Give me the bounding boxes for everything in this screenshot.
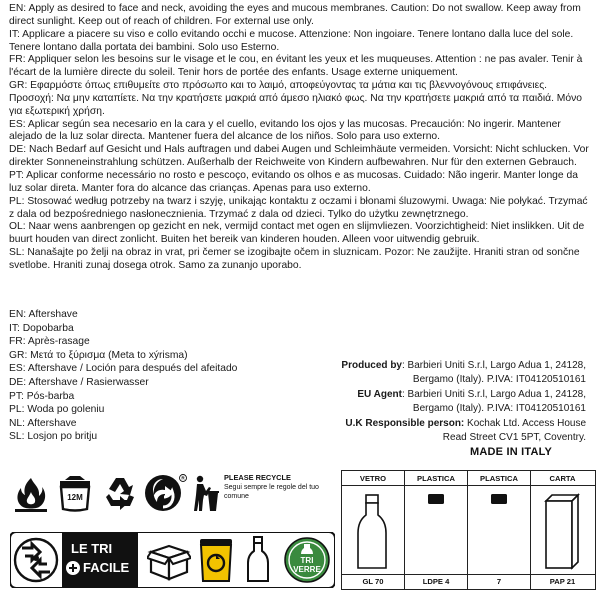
cap-icon — [427, 493, 445, 505]
produced-by-line — [316, 359, 586, 373]
eu-agent-line — [316, 388, 586, 402]
plus-circle-icon — [65, 560, 81, 576]
usage-it: IT: Applicare a piacere su viso e collo evitando occhi e mucose. Attenzione: Non ingoiare. Tenere lontano dalla luce del sole. Tenere lontano dalla portata dei bambini. Solo uso Esterno. — [9, 28, 574, 53]
name-nl: NL: Aftershave — [9, 417, 77, 429]
material-column-carta — [531, 471, 594, 589]
please-recycle-title: PLEASE RECYCLE — [224, 473, 291, 482]
material-column-plastica-7 — [468, 471, 531, 589]
uk-responsible-company: Kochak Ltd. Access House — [464, 417, 586, 429]
facile-text: FACILE — [83, 560, 130, 575]
usage-es: ES: Aplicar según sea necesario en la cara y el cuello, evitando los ojos y las mucosas. Precaución: No ingerir. Mantener alejado de la luz solar directa. Mantener fuera del alcance de los niños. Solo para uso externo. — [9, 118, 561, 143]
green-dot-icon — [143, 473, 187, 513]
carton-box-icon — [542, 493, 582, 571]
recycle-icon — [100, 473, 140, 513]
usage-de: DE: Nach Bedarf auf Gesicht und Hals auftragen und dabei Augen und Schleimhäute vermeiden. Vorsicht: Nicht schlucken. Vor direkter Sonneneinstrahlung schützen. Außerhalb der Reichweite von Kindern aufbewahren. Nur für den externen Gebrauch. — [9, 144, 589, 169]
usage-pl: PL: Stosować według potrzeby na twarz i szyję, unikając kontaktu z oczami i błonami śluzowymi. Uwaga: Nie połykać. Trzymać z dala od bezpośredniego nasłonecznienia. Trzymać z dala od dzieci. Tylko do użytku zewnętrznego. — [9, 195, 588, 220]
eu-agent-vat: Bergamo (Italy). P.IVA: IT04120510161 — [412, 403, 586, 415]
verre-text: VERRE — [293, 565, 321, 574]
materials-table — [341, 470, 596, 590]
usage-pt: PT: Aplicar conforme necessário no rosto e pescoço, evitando os olhos e as mucosas. Cuidado: Não ingerir. Manter longe da luz solar direta. Manter fora do alcance das crianças. Apenas para uso externo. — [9, 169, 578, 194]
svg-text:R: R — [181, 475, 185, 481]
le-tri-text: LE TRI — [71, 541, 113, 556]
glass-bottle-icon — [246, 535, 270, 585]
name-es: ES: Aftershave / Loción para después del afeitado — [9, 363, 238, 375]
usage-instructions — [9, 3, 593, 273]
material-code: PAP 21 — [549, 577, 576, 586]
eu-agent-address: : Barbieri Uniti S.r.l, Largo Adua 1, 24128, — [402, 388, 586, 400]
name-it: IT: Dopobarba — [9, 322, 74, 334]
tidyman-icon — [192, 473, 220, 513]
uk-responsible-label: U.K Responsible person: — [345, 417, 465, 429]
produced-by-vat: Bergamo (Italy). P.IVA: IT04120510161 — [412, 374, 586, 386]
produced-by-label: Produced by — [341, 360, 402, 371]
product-names — [9, 308, 339, 444]
pao-label: 12M — [67, 493, 83, 502]
material-column-vetro — [342, 471, 405, 589]
eu-agent-label: EU Agent — [357, 388, 402, 400]
please-recycle-subtitle: Segui sempre le regole del tuo comune — [224, 484, 319, 500]
material-code: GL 70 — [362, 577, 384, 586]
usage-en: EN: Apply as desired to face and neck, avoiding the eyes and mucous membranes. Caution: Do not swallow. Keep away from direct sunlight. Keep out of reach of children. For external use only. — [9, 3, 581, 27]
material-code: 7 — [496, 577, 502, 586]
usage-gr: GR: Εφαρμόστε όπως επιθυμείτε στο πρόσωπο και το λαιμό, αποφεύγοντας τα μάτια και τις βλεννογόνους επιφάνειες. Προσοχή: Να μην καταπίετε. Να την κρατήσετε μακριά από άμεσο ηλιακό φως. Να την κρατήσετε μακριά από τα παιδιά. Μόνο για εξωτερική χρήση. — [9, 80, 582, 117]
name-pt: PT: Pós-barba — [9, 390, 75, 402]
material-header: CARTA — [549, 474, 576, 483]
producer-info — [316, 359, 586, 445]
material-code: LDPE 4 — [422, 577, 450, 586]
made-in-italy: MADE IN ITALY — [470, 446, 553, 458]
material-header: PLASTICA — [417, 474, 455, 483]
usage-ol: OL: Naar wens aanbrengen op gezicht en nek, vermijd contact met ogen en slijmvliezen. Voorzichtigheid: Niet inslikken. Uit de buurt houden van direct zonlicht. Buiten het bereik van kinderen houden. Alleen voor uitwendig gebruik. — [9, 221, 585, 246]
name-en: EN: Aftershave — [9, 309, 78, 320]
cardboard-box-icon — [147, 538, 191, 582]
glass-bottle-outline-icon — [355, 493, 389, 571]
material-header: VETRO — [359, 474, 387, 483]
triman-icon — [15, 539, 57, 581]
material-header: PLASTICA — [480, 474, 518, 483]
name-gr: GR: Μετά το ξύρισμα (Meta to xýrisma) — [9, 349, 188, 361]
tri-verre-text — [287, 556, 327, 574]
name-de: DE: Aftershave / Rasierwasser — [9, 376, 149, 388]
pump-cap-icon — [490, 493, 508, 505]
name-fr: FR: Après-rasage — [9, 336, 90, 348]
usage-sl: SL: Nanašajte po želji na obraz in vrat, pri čemer se izogibajte očem in sluznicam. Pozor: Ne zaužijte. Hraniti stran od sončne svetlobe. Hraniti zunaj dosega otrok. Samo za zunanjo uporabo. — [9, 247, 580, 271]
name-pl: PL: Woda po goleniu — [9, 404, 105, 416]
usage-fr: FR: Appliquer selon les besoins sur le visage et le cou, en évitant les yeux et les muqueuses. Attention : ne pas avaler. Tenir à l'écart de la lumière directe du soleil. Tenir hors de portée des enfants. Usage externe uniquement. — [9, 54, 583, 79]
produced-by-address: : Barbieri Uniti S.r.l, Largo Adua 1, 24128, — [402, 360, 586, 371]
uk-responsible-address: Read Street CV1 5PT, Coventry. — [442, 432, 586, 444]
material-column-plastica-ldpe — [405, 471, 468, 589]
flammable-icon — [12, 475, 50, 513]
uk-responsible-line — [316, 417, 586, 431]
name-sl: SL: Losjon po britju — [9, 431, 98, 443]
yellow-bin-icon — [198, 536, 234, 584]
tri-text: TRI — [300, 556, 314, 565]
